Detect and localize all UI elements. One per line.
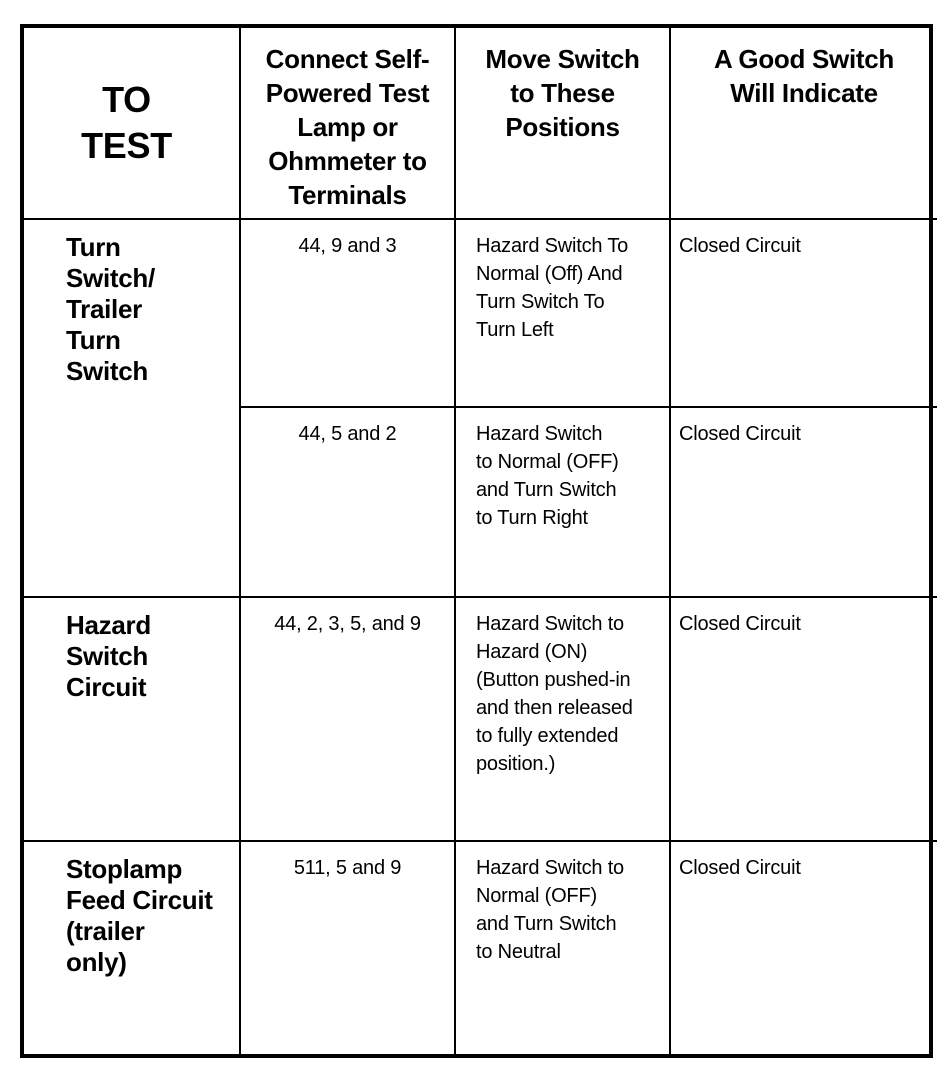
indication-cell: Closed Circuit [670,219,937,407]
test-label-hazard-switch [24,597,240,841]
terminals-cell: 44, 2, 3, 5, and 9 [240,597,455,841]
header-to-test-line: TEST [81,125,172,166]
header-to-test-line: TO [102,79,151,120]
header-connect-line: Ohmmeter to [268,146,427,176]
test-label-line: Hazard [66,610,151,640]
header-connect-terminals [240,28,455,219]
header-move-line: to These [510,78,615,108]
positions-cell [455,219,670,407]
positions-cell [455,841,670,1054]
positions-line: Hazard Switch to [476,613,624,635]
test-label-line: Switch [66,641,148,671]
positions-line: Normal (Off) And [476,263,623,285]
indication-cell: Closed Circuit [670,407,937,597]
table-row [24,219,937,407]
terminals-cell: 44, 9 and 3 [240,219,455,407]
header-connect-line: Powered Test [265,78,430,108]
header-indicate-line: A Good Switch [713,44,895,74]
positions-line: Hazard Switch To [476,235,629,257]
test-label-stoplamp-feed [24,841,240,1054]
switch-test-table-frame [20,24,933,1058]
positions-line: to Neutral [476,941,561,963]
header-connect-line: Terminals [288,180,407,210]
header-good-switch [670,28,937,219]
positions-line: Turn Switch To [476,291,605,313]
header-to-test [24,28,240,219]
table-row [24,841,937,1054]
positions-line: Turn Left [476,319,554,341]
header-move-switch [455,28,670,219]
positions-line: Hazard (ON) [476,641,588,663]
positions-line: (Button pushed-in [476,669,631,691]
test-label-line: Turn [66,325,121,355]
terminals-cell: 511, 5 and 9 [240,841,455,1054]
indication-cell: Closed Circuit [670,841,937,1054]
test-label-line: Stoplamp [66,854,183,884]
positions-line: and Turn Switch [476,913,617,935]
positions-cell [455,597,670,841]
test-label-line: only) [66,947,127,977]
test-label-line: Switch/ [66,263,155,293]
positions-line: and Turn Switch [476,479,617,501]
positions-cell [455,407,670,597]
switch-test-table [24,28,937,1054]
header-move-line: Move Switch [485,44,640,74]
positions-line: position.) [476,753,556,775]
positions-line: to fully extended [476,725,619,747]
test-label-line: Trailer [66,294,142,324]
indication-cell: Closed Circuit [670,597,937,841]
header-connect-line: Connect Self- [265,44,430,74]
test-label-line: Circuit [66,672,147,702]
positions-line: Hazard Switch [476,423,603,445]
terminals-cell: 44, 5 and 2 [240,407,455,597]
header-connect-line: Lamp or [297,112,398,142]
test-label-line: Feed Circuit [66,885,213,915]
positions-line: to Normal (OFF) [476,451,619,473]
positions-line: Hazard Switch to [476,857,624,879]
header-move-line: Positions [505,112,620,142]
header-indicate-line: Will Indicate [730,78,878,108]
test-label-line: Turn [66,232,121,262]
positions-line: to Turn Right [476,507,588,529]
test-label-line: (trailer [66,916,145,946]
positions-line: and then released [476,697,633,719]
table-row [24,597,937,841]
header-row [24,28,937,219]
positions-line: Normal (OFF) [476,885,597,907]
test-label-turn-switch [24,219,240,597]
test-label-line: Switch [66,356,148,386]
